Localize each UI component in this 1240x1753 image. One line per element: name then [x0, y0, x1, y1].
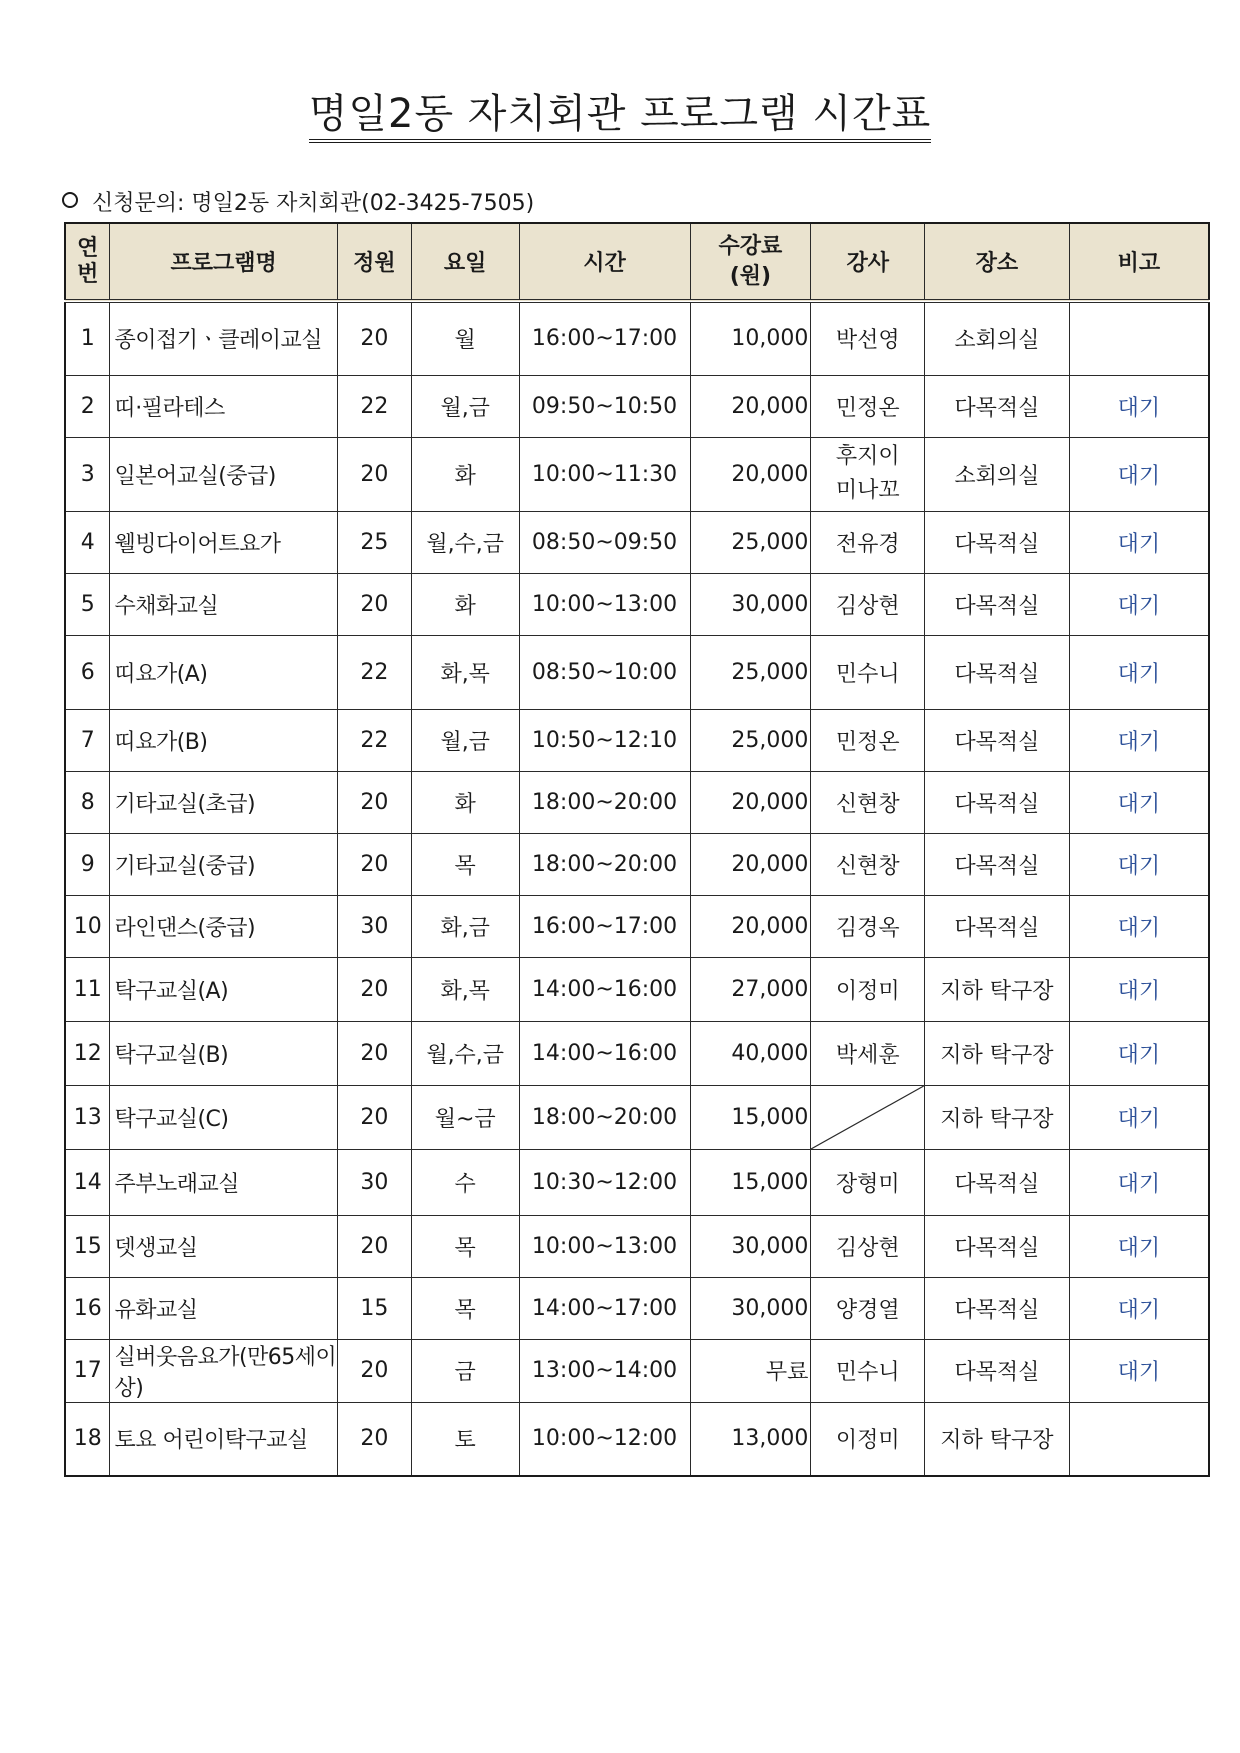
cell-capacity: 20 — [337, 1085, 411, 1149]
cell-note: 대기 — [1069, 375, 1209, 437]
cell-time: 13:00~14:00 — [519, 1339, 690, 1402]
inquiry-line — [62, 186, 534, 217]
cell-day: 목 — [411, 1277, 519, 1339]
cell-note: 대기 — [1069, 1339, 1209, 1402]
cell-instructor: 민수니 — [811, 635, 925, 709]
cell-day: 수 — [411, 1149, 519, 1215]
cell-fee: 20,000 — [690, 771, 811, 833]
cell-location: 지하 탁구장 — [925, 1021, 1070, 1085]
cell-note: 대기 — [1069, 833, 1209, 895]
cell-location: 다목적실 — [925, 1215, 1070, 1277]
cell-instructor-empty — [811, 1085, 925, 1149]
cell-no: 10 — [65, 895, 110, 957]
table-row — [65, 1339, 1209, 1402]
cell-no: 18 — [65, 1402, 110, 1476]
cell-no: 6 — [65, 635, 110, 709]
cell-note: 대기 — [1069, 1215, 1209, 1277]
header-time: 시간 — [519, 223, 690, 301]
cell-program: 수채화교실 — [110, 573, 337, 635]
header-note: 비고 — [1069, 223, 1209, 301]
cell-day: 월,수,금 — [411, 511, 519, 573]
cell-fee: 30,000 — [690, 1215, 811, 1277]
header-location: 장소 — [925, 223, 1070, 301]
cell-no: 9 — [65, 833, 110, 895]
table-row — [65, 1215, 1209, 1277]
cell-location: 지하 탁구장 — [925, 1402, 1070, 1476]
cell-no: 1 — [65, 301, 110, 375]
table-row — [65, 957, 1209, 1021]
cell-time: 08:50~10:00 — [519, 635, 690, 709]
cell-instructor: 민정온 — [811, 709, 925, 771]
cell-no: 5 — [65, 573, 110, 635]
cell-program: 웰빙다이어트요가 — [110, 511, 337, 573]
cell-note: 대기 — [1069, 1277, 1209, 1339]
cell-time: 14:00~16:00 — [519, 957, 690, 1021]
cell-note: 대기 — [1069, 635, 1209, 709]
cell-capacity: 20 — [337, 301, 411, 375]
cell-capacity: 30 — [337, 1149, 411, 1215]
header-day: 요일 — [411, 223, 519, 301]
cell-capacity: 20 — [337, 771, 411, 833]
cell-location: 다목적실 — [925, 833, 1070, 895]
cell-location: 지하 탁구장 — [925, 957, 1070, 1021]
table-row — [65, 771, 1209, 833]
cell-program: 탁구교실(C) — [110, 1085, 337, 1149]
cell-program: 실버웃음요가(만65세이상) — [110, 1339, 337, 1402]
cell-capacity: 20 — [337, 957, 411, 1021]
cell-day: 화,목 — [411, 957, 519, 1021]
cell-location: 다목적실 — [925, 375, 1070, 437]
cell-day: 화 — [411, 771, 519, 833]
cell-program: 띠요가(B) — [110, 709, 337, 771]
cell-location: 다목적실 — [925, 573, 1070, 635]
inquiry-text: 신청문의: 명일2동 자치회관(02-3425-7505) — [92, 191, 535, 216]
cell-time: 10:00~13:00 — [519, 1215, 690, 1277]
cell-capacity: 30 — [337, 895, 411, 957]
cell-instructor: 신현창 — [811, 833, 925, 895]
cell-capacity: 20 — [337, 833, 411, 895]
cell-day: 목 — [411, 833, 519, 895]
cell-fee: 20,000 — [690, 375, 811, 437]
cell-instructor: 민정온 — [811, 375, 925, 437]
cell-day: 화 — [411, 437, 519, 511]
cell-note: 대기 — [1069, 957, 1209, 1021]
table-row — [65, 709, 1209, 771]
cell-note: 대기 — [1069, 895, 1209, 957]
cell-program: 띠·필라테스 — [110, 375, 337, 437]
cell-location: 소회의실 — [925, 437, 1070, 511]
cell-time: 10:00~13:00 — [519, 573, 690, 635]
cell-day: 월,수,금 — [411, 1021, 519, 1085]
header-program: 프로그램명 — [110, 223, 337, 301]
cell-program: 뎃생교실 — [110, 1215, 337, 1277]
cell-fee: 25,000 — [690, 511, 811, 573]
cell-day: 월,금 — [411, 375, 519, 437]
cell-capacity: 20 — [337, 573, 411, 635]
table-row — [65, 1021, 1209, 1085]
header-capacity: 정원 — [337, 223, 411, 301]
table-row — [65, 573, 1209, 635]
table-row — [65, 1277, 1209, 1339]
table-row — [65, 895, 1209, 957]
table-row — [65, 635, 1209, 709]
cell-location: 다목적실 — [925, 1149, 1070, 1215]
cell-program: 라인댄스(중급) — [110, 895, 337, 957]
cell-time: 18:00~20:00 — [519, 833, 690, 895]
cell-capacity: 22 — [337, 635, 411, 709]
cell-no: 3 — [65, 437, 110, 511]
schedule-table — [64, 222, 1210, 1477]
cell-location: 다목적실 — [925, 1339, 1070, 1402]
header-no: 연 번 — [65, 223, 110, 301]
table-row — [65, 833, 1209, 895]
cell-capacity: 20 — [337, 1021, 411, 1085]
cell-note: 대기 — [1069, 1149, 1209, 1215]
cell-note: 대기 — [1069, 771, 1209, 833]
cell-instructor: 후지이 미나꼬 — [811, 437, 925, 511]
table-row — [65, 511, 1209, 573]
cell-capacity: 22 — [337, 375, 411, 437]
cell-fee: 무료 — [690, 1339, 811, 1402]
cell-day: 월,금 — [411, 709, 519, 771]
circle-bullet-icon — [62, 192, 78, 208]
cell-instructor: 김상현 — [811, 1215, 925, 1277]
cell-note: 대기 — [1069, 709, 1209, 771]
cell-day: 화,금 — [411, 895, 519, 957]
cell-capacity: 15 — [337, 1277, 411, 1339]
cell-program: 띠요가(A) — [110, 635, 337, 709]
cell-fee: 13,000 — [690, 1402, 811, 1476]
cell-time: 18:00~20:00 — [519, 1085, 690, 1149]
table-row — [65, 437, 1209, 511]
cell-instructor: 김상현 — [811, 573, 925, 635]
cell-time: 10:50~12:10 — [519, 709, 690, 771]
cell-no: 15 — [65, 1215, 110, 1277]
cell-location: 다목적실 — [925, 895, 1070, 957]
cell-fee: 15,000 — [690, 1149, 811, 1215]
cell-fee: 10,000 — [690, 301, 811, 375]
cell-location: 다목적실 — [925, 511, 1070, 573]
cell-note: 대기 — [1069, 437, 1209, 511]
cell-program: 탁구교실(A) — [110, 957, 337, 1021]
cell-fee: 15,000 — [690, 1085, 811, 1149]
cell-no: 11 — [65, 957, 110, 1021]
cell-fee: 20,000 — [690, 437, 811, 511]
cell-no: 2 — [65, 375, 110, 437]
table-row — [65, 1149, 1209, 1215]
cell-time: 10:00~12:00 — [519, 1402, 690, 1476]
cell-program: 종이접기ㆍ클레이교실 — [110, 301, 337, 375]
cell-location: 다목적실 — [925, 635, 1070, 709]
cell-program: 토요 어린이탁구교실 — [110, 1402, 337, 1476]
cell-fee: 30,000 — [690, 573, 811, 635]
cell-fee: 20,000 — [690, 833, 811, 895]
diagonal-slash — [811, 1086, 924, 1149]
cell-instructor: 박세훈 — [811, 1021, 925, 1085]
cell-fee: 25,000 — [690, 635, 811, 709]
cell-capacity: 20 — [337, 1215, 411, 1277]
cell-fee: 30,000 — [690, 1277, 811, 1339]
cell-note — [1069, 301, 1209, 375]
cell-no: 7 — [65, 709, 110, 771]
cell-time: 10:00~11:30 — [519, 437, 690, 511]
cell-day: 화,목 — [411, 635, 519, 709]
cell-instructor: 이정미 — [811, 957, 925, 1021]
cell-program: 탁구교실(B) — [110, 1021, 337, 1085]
cell-day: 목 — [411, 1215, 519, 1277]
header-row — [65, 223, 1209, 301]
cell-time: 09:50~10:50 — [519, 375, 690, 437]
page-title-text: 명일2동 자치회관 프로그램 시간표 — [309, 91, 932, 143]
cell-note: 대기 — [1069, 1021, 1209, 1085]
cell-no: 4 — [65, 511, 110, 573]
cell-no: 17 — [65, 1339, 110, 1402]
cell-time: 18:00~20:00 — [519, 771, 690, 833]
cell-program: 유화교실 — [110, 1277, 337, 1339]
cell-time: 14:00~16:00 — [519, 1021, 690, 1085]
cell-no: 13 — [65, 1085, 110, 1149]
cell-capacity: 22 — [337, 709, 411, 771]
cell-capacity: 20 — [337, 437, 411, 511]
cell-program: 일본어교실(중급) — [110, 437, 337, 511]
cell-instructor: 장형미 — [811, 1149, 925, 1215]
cell-note: 대기 — [1069, 1085, 1209, 1149]
cell-note — [1069, 1402, 1209, 1476]
page-title — [0, 82, 1240, 139]
cell-day: 금 — [411, 1339, 519, 1402]
cell-time: 14:00~17:00 — [519, 1277, 690, 1339]
cell-day: 월 — [411, 301, 519, 375]
cell-location: 소회의실 — [925, 301, 1070, 375]
cell-instructor: 신현창 — [811, 771, 925, 833]
cell-time: 16:00~17:00 — [519, 895, 690, 957]
cell-capacity: 20 — [337, 1339, 411, 1402]
cell-fee: 25,000 — [690, 709, 811, 771]
cell-instructor: 전유경 — [811, 511, 925, 573]
cell-instructor: 민수니 — [811, 1339, 925, 1402]
cell-time: 10:30~12:00 — [519, 1149, 690, 1215]
cell-instructor: 양경열 — [811, 1277, 925, 1339]
header-fee: 수강료 (원) — [690, 223, 811, 301]
cell-instructor: 이정미 — [811, 1402, 925, 1476]
header-instructor: 강사 — [811, 223, 925, 301]
cell-no: 12 — [65, 1021, 110, 1085]
cell-fee: 20,000 — [690, 895, 811, 957]
cell-capacity: 20 — [337, 1402, 411, 1476]
cell-no: 8 — [65, 771, 110, 833]
cell-fee: 27,000 — [690, 957, 811, 1021]
table-row — [65, 1085, 1209, 1149]
cell-location: 다목적실 — [925, 709, 1070, 771]
cell-no: 16 — [65, 1277, 110, 1339]
cell-note: 대기 — [1069, 573, 1209, 635]
table-row — [65, 301, 1209, 375]
cell-day: 토 — [411, 1402, 519, 1476]
cell-fee: 40,000 — [690, 1021, 811, 1085]
cell-program: 주부노래교실 — [110, 1149, 337, 1215]
cell-location: 지하 탁구장 — [925, 1085, 1070, 1149]
cell-location: 다목적실 — [925, 1277, 1070, 1339]
cell-instructor: 김경옥 — [811, 895, 925, 957]
cell-location: 다목적실 — [925, 771, 1070, 833]
cell-no: 14 — [65, 1149, 110, 1215]
cell-day: 화 — [411, 573, 519, 635]
cell-time: 08:50~09:50 — [519, 511, 690, 573]
cell-time: 16:00~17:00 — [519, 301, 690, 375]
cell-capacity: 25 — [337, 511, 411, 573]
cell-program: 기타교실(중급) — [110, 833, 337, 895]
table-row — [65, 375, 1209, 437]
cell-instructor: 박선영 — [811, 301, 925, 375]
table-row — [65, 1402, 1209, 1476]
cell-note: 대기 — [1069, 511, 1209, 573]
cell-program: 기타교실(초급) — [110, 771, 337, 833]
cell-day: 월~금 — [411, 1085, 519, 1149]
